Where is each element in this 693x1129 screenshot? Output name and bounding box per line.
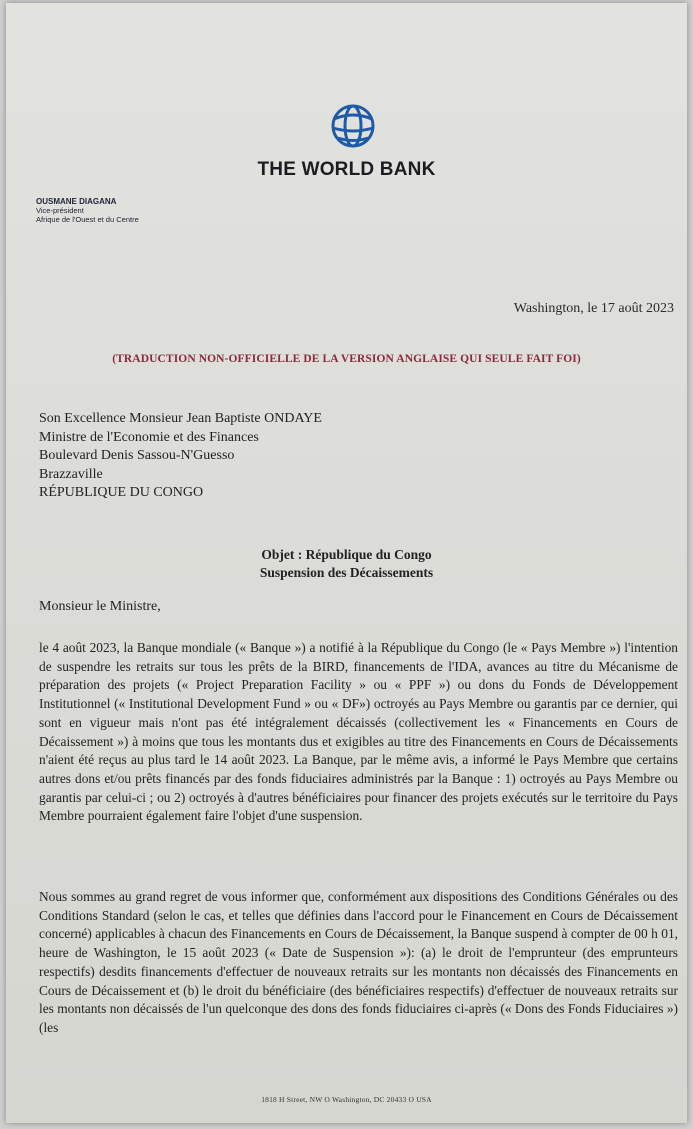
letter-page [6, 3, 687, 1123]
subject-line: Suspension des Décaissements [259, 565, 434, 580]
footer-address: 1818 H Street, NW O Washington, DC 20433 O USA [261, 1095, 432, 1104]
recipient-line: RÉPUBLIQUE DU CONGO [39, 485, 204, 500]
recipient-line: Son Excellence Monsieur Jean Baptiste ONDAYE [39, 411, 322, 426]
globe-icon [328, 101, 378, 151]
subject-block [6, 546, 687, 582]
sender-name: OUSMANE DIAGANA [36, 197, 117, 206]
sender-title: Vice-président [36, 206, 84, 215]
sender-region: Afrique de l'Ouest et du Centre [36, 215, 139, 224]
recipient-line: Brazzaville [39, 466, 103, 482]
salutation: Monsieur le Ministre, [39, 599, 161, 614]
sender-block [36, 197, 139, 224]
body-paragraph: le 4 août 2023, la Banque mondiale (« Banque ») a notifié à la République du Congo (le « Pays Membre ») l'intention de suspendre les retraits sur tous les prêts de la BIRD, financements de l'IDA, avances au titre du Mécanisme de préparation des projets (« Project Preparation Facility » ou « PPF ») ou dons du Fonds de Développement Institutionnel (« Institutional Development Fund » ou « DF») octroyés au Pays Membre ou garantis par ce dernier, qui sont en vigueur mais n'ont pas été intégralement décaissés (collectivement les « Financements en Cours de Décaissement ») à moins que tous les montants dus et exigibles au titre des Financements en Cours de Décaissements n'aient été reçus au plus tard le 14 août 2023. La Banque, par le même avis, a informé le Pays Membre que certains autres dons et/ou prêts financés par des fonds fiduciaires administrés par la Banque : 1) octroyés au Pays Membre ou garantis par celui-ci ; ou 2) octroyés à d'autres bénéficiaires pour financer des projets exécutés sur le territoire du Pays Membre pourraient également faire l'objet d'une suspension. [39, 640, 678, 824]
recipient-address [39, 410, 322, 503]
recipient-line: Ministre de l'Economie et des Finances [39, 429, 259, 445]
date-line: Washington, le 17 août 2023 [513, 301, 674, 316]
organization-name: THE WORLD BANK [257, 159, 436, 180]
translation-notice: (TRADUCTION NON-OFFICIELLE DE LA VERSION ANGLAISE QUI SEULE FAIT FOI) [112, 353, 581, 365]
recipient-line: Boulevard Denis Sassou-N'Guesso [39, 448, 235, 463]
body-paragraph: Nous sommes au grand regret de vous informer que, conformément aux dispositions des Conditions Générales ou des Conditions Standard (selon le cas, et telles que définies dans l'accord pour le Financement en Cours de Décaissement concerné) applicables à chacun des Financements en Cours de Décaissement, la Banque suspend à compter de 00 h 01, heure de Washington, le 15 août 2023 (« Date de Suspension »): (a) le droit de l'emprunteur (des emprunteurs respectifs) desdits financements d'effectuer de nouveaux retraits sur les montants non décaissés des Financements en Cours de Décaissement et (b) le droit du bénéficiaire (des bénéficiaires respectifs) d'effectuer de nouveaux retraits sur les montants non décaissés de l'un quelconque des dons des fonds fiduciaires ci-après (« Dons des Fonds Fiduciaires ») (les [39, 889, 678, 1035]
subject-line: Objet : République du Congo [261, 547, 432, 562]
